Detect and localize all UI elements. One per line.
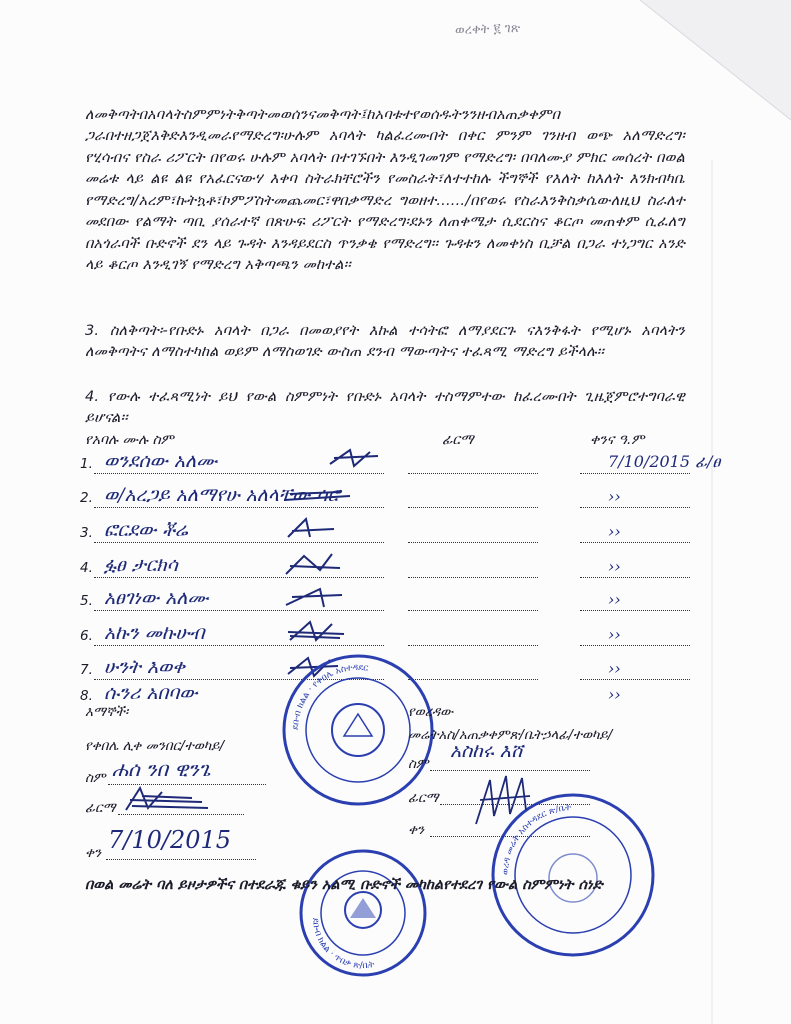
member-name: ወ/አረጋይ አለማየሁ አለላቸው ሳሮ bbox=[104, 484, 341, 506]
member-number: 7. bbox=[80, 662, 93, 678]
member-date: ›› bbox=[608, 685, 621, 704]
member-date: ›› bbox=[608, 590, 621, 609]
member-date-line bbox=[580, 542, 690, 543]
left-name-label: ስም bbox=[85, 770, 106, 786]
member-name: አኩን መኩሁብ bbox=[104, 622, 205, 644]
member-name: ፎርደው ቾሬ bbox=[104, 519, 188, 541]
paragraph-duties: ለመቅጣትበአባላትስምምነትቅጣትመወሰንናመቅጣት፤ከአባቱተየወሰዱትንንዘብአጠቃቀምበ ጋራበተዘጋጀእቅድእንዲመራየማድረግ፡ሁሉም አባላት ካልፈረሙበት በቀር ምንም ገንዘብ ወጭ አለማድረግ፡ የሂሳብና የስራ ሪፖርት በየወሩ ሁሉም አባላት በተገኙበት እንዲገመገም የማድረግ፡ በባለሙያ ምክር መሰረት በወል መሬቱ ላይ ልዩ ልዩ የአፈርናውሃ እቀባ ስትራክቸሮችን የመስራት፣ለተተከሉ ችግኞች የእለት ከእለት እንክብካቤ የማድረግ/አረም፣ኩትኳቶ፣ኮምፖስትመጨመር፣ዋበቃማድረ ግወዘተ....../በየወሩ የስራእንቅስቃሴውለዚህ ስራለተ መደበው የልማት ጣቢ ያሰራተኛ በጽሁፍ ሪፖርት የማድረግ፡ደኑን ለጠቀሜታ ሲደርስና ቆርጦ መጠቀም ሲፈለግ በአጎራባች ቡድኖች ደን ላይ ጉዳት እንዳይደርስ ጥንቃቄ የማድረግ፡፡ ጉዳቱን ለመቀነስ ቢቻል በጋራ ተነጋግር አንድ ላይ ቆርጦ እንዲገኝ የማድረግ አቅጣጫን መከተል፡፡ bbox=[85, 106, 685, 273]
stamp-office-text: ደቡብ ክልል · ጥበቃ ጽ/ቤት bbox=[309, 917, 376, 972]
member-name: ሱንሪ አበባው bbox=[104, 682, 198, 704]
left-signature-mark bbox=[122, 784, 222, 816]
member-date-line bbox=[580, 645, 690, 646]
paragraph-penalty: 3. ስለቅጣት፡-የቡድኑ አባላት በጋራ በመወያየት እኩል ተሳትፎ ለማያደርጉ ናእንቅፋት የሚሆኑ አባላትን ለመቅጣትና ለማስተካከል ወይም ለማስወገድ ውስጠ ደንብ ማውጣትና ተፈጻሚ ማድረግ ይችላሉ፡፡ bbox=[85, 322, 685, 360]
member-signature-mark bbox=[280, 515, 350, 543]
left-date-line bbox=[106, 859, 256, 860]
member-date: ›› bbox=[608, 659, 621, 678]
member-signature-line bbox=[408, 645, 538, 646]
document-footer-title: በወል መሬት ባለ ይዞታዎችና በተደራጁ ቁይን አልሚ ቡድኖች መካከልየተደረገ የውል ስምምነት ሰነድ bbox=[85, 877, 603, 893]
member-signature-mark bbox=[320, 446, 390, 474]
member-row bbox=[80, 585, 700, 611]
member-signature-mark bbox=[280, 550, 350, 578]
member-number: 5. bbox=[80, 593, 93, 609]
member-signature-mark bbox=[280, 480, 350, 508]
member-name: ሁንት እወቀ bbox=[104, 656, 185, 678]
right-signature-mark bbox=[470, 770, 540, 830]
left-date-label: ቀን bbox=[85, 845, 102, 861]
member-name: ፏፀ ታርክሳ bbox=[104, 554, 178, 576]
stamp-woreda-text: ወረዳ መሬት አስተዳደር ጽ/ቤት bbox=[500, 802, 572, 876]
member-signature-line bbox=[408, 542, 538, 543]
member-date: ›› bbox=[608, 487, 621, 506]
left-name-value: ሐሰ ንበ ዊንጌ bbox=[112, 757, 211, 781]
left-date-value: 7/10/2015 bbox=[108, 826, 232, 854]
paragraph-effective: 4. የውሉ ተፈጻሚነት ይህ የውል ስምምነት የቡድኑ አባላት ተስማምተው ከፈረሙበት ጊዜጀምሮተግባራዊ ይሆናል፡፡ bbox=[85, 388, 685, 426]
right-name-label: ስም bbox=[408, 756, 429, 772]
member-date-line bbox=[580, 473, 690, 474]
svg-text:ደቡብ ክልል · ጥበቃ ጽ/ቤት bbox=[310, 918, 375, 971]
member-date-line bbox=[580, 577, 690, 578]
member-date-line bbox=[580, 507, 690, 508]
member-date: ›› bbox=[608, 557, 621, 576]
member-row bbox=[80, 517, 700, 543]
right-name-value: አስከሩ እሸ bbox=[450, 740, 523, 762]
member-date: ›› bbox=[608, 522, 621, 541]
woreda-label: የወረዳው bbox=[408, 704, 454, 720]
member-signature-line bbox=[408, 473, 538, 474]
svg-text:ደቡብ ክልል · የቀበሌ አስተዳደር bbox=[291, 663, 369, 730]
member-name: አፀገነው አለሙ bbox=[104, 587, 209, 609]
header-signature: ፊርማ bbox=[442, 432, 474, 448]
right-date-line bbox=[430, 836, 590, 837]
stamp-kebele-text: ደቡብ ክልል · የቀበሌ አስተዳደር bbox=[290, 662, 369, 731]
top-note: ወረቀት ፪ ገጽ bbox=[454, 20, 521, 39]
right-date-label: ቀን bbox=[408, 822, 425, 838]
member-number: 3. bbox=[80, 525, 93, 541]
member-number: 4. bbox=[80, 560, 93, 576]
member-number: 1. bbox=[80, 456, 93, 472]
right-signature-label: ፊርማ bbox=[408, 790, 439, 806]
header-member-name: የአባሉ ሙሉ ስም bbox=[85, 432, 174, 448]
member-date-line bbox=[580, 610, 690, 611]
land-office-label: መሬትአስ/አጠቃቀምጽ/ቤትኃላፊ/ተወካይ/ bbox=[408, 727, 613, 743]
kebele-chair-label: የቀበሌ ሊቀ መንበር/ተወካይ/ bbox=[85, 738, 224, 754]
member-row bbox=[80, 482, 700, 508]
witness-label: እማኞች፡ bbox=[85, 704, 129, 720]
member-signature-line bbox=[408, 577, 538, 578]
member-row bbox=[80, 620, 700, 646]
member-name: ወንደሰው አለሙ bbox=[104, 450, 218, 472]
member-signature-line bbox=[408, 507, 538, 508]
member-signature-line bbox=[408, 610, 538, 611]
member-signature-mark bbox=[280, 583, 350, 611]
header-date: ቀንና ዓ.ም bbox=[590, 432, 645, 448]
left-signature-label: ፊርማ bbox=[85, 800, 116, 816]
member-row bbox=[80, 448, 721, 474]
member-signature-mark bbox=[280, 618, 350, 646]
member-row bbox=[80, 552, 700, 578]
member-number: 8. bbox=[80, 688, 93, 704]
member-date: ›› bbox=[608, 625, 621, 644]
member-number: 2. bbox=[80, 490, 93, 506]
stamp-office bbox=[288, 848, 438, 978]
member-number: 6. bbox=[80, 628, 93, 644]
member-date: 7/10/2015 ፊ/ፀ bbox=[608, 452, 721, 471]
